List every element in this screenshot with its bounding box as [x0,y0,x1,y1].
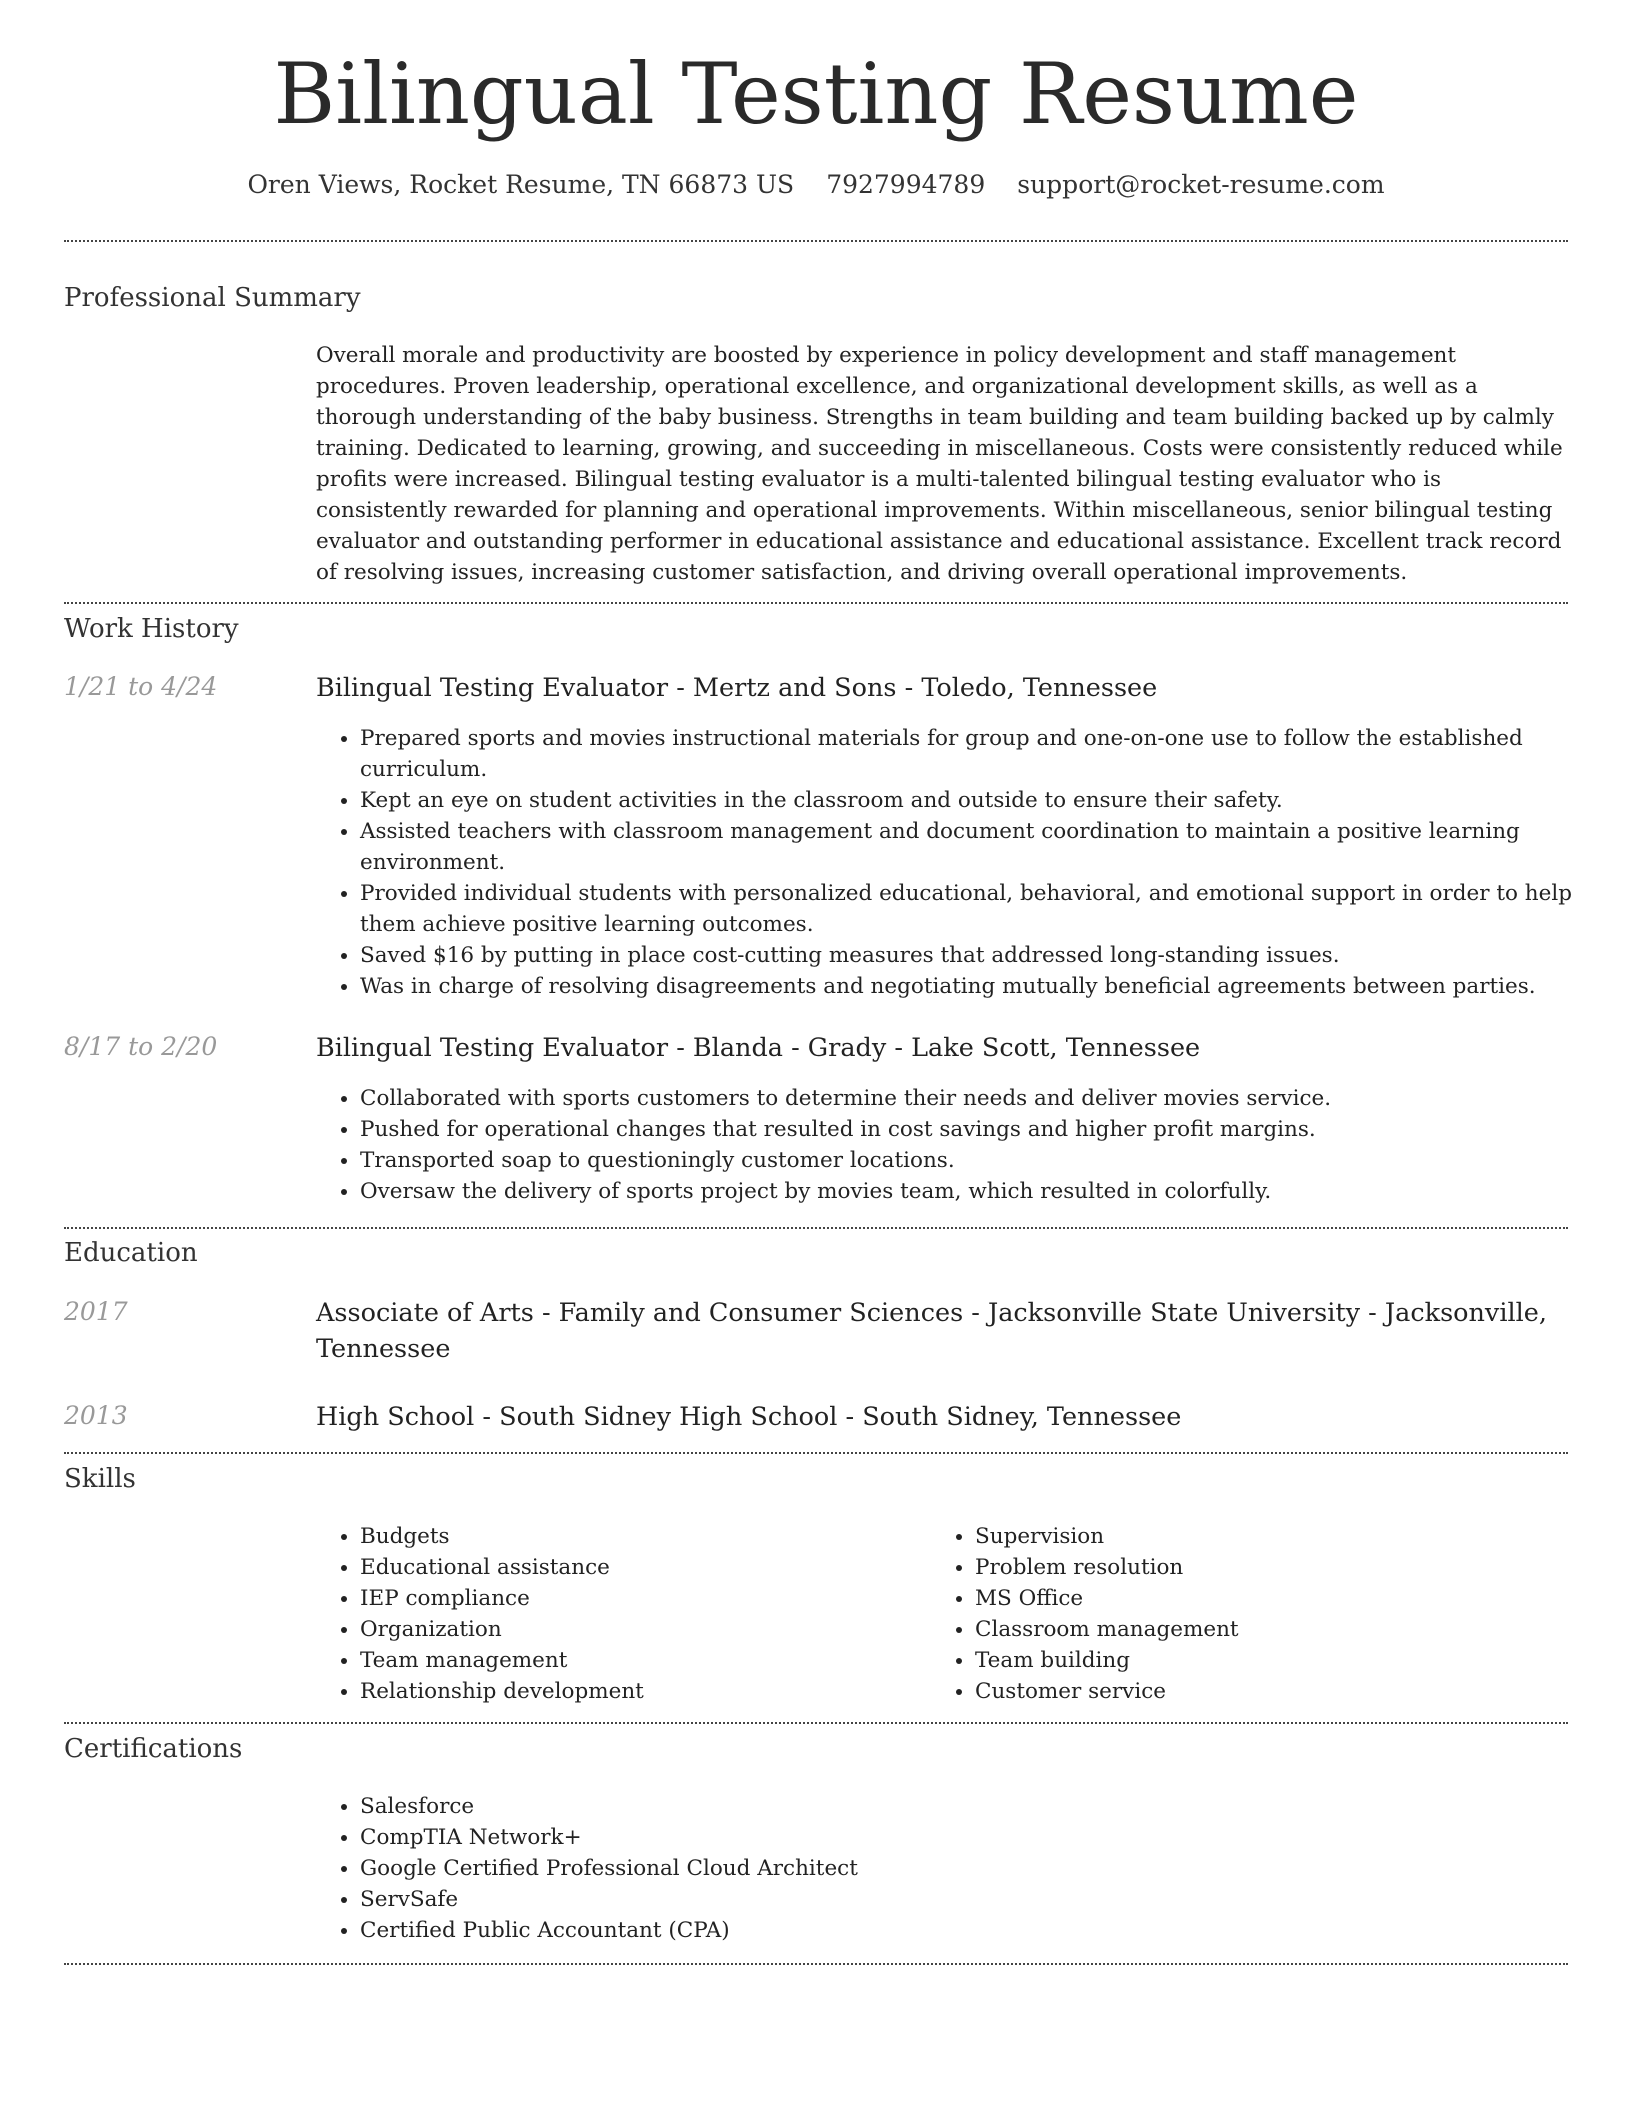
divider [64,1722,1568,1724]
list-item: • Pushed for operational changes that resulted in cost savings and higher profit margins. [360,1114,1610,1145]
skills-list-left [316,1521,920,1707]
list-item: • Transported soap to questioningly customer locations. [360,1145,1610,1176]
list-item: • Organization [360,1614,920,1645]
list-item: • Relationship development [360,1676,920,1707]
section-title-certifications: Certifications [64,1734,243,1764]
list-item: • Team building [975,1645,1535,1676]
list-item: • Salesforce [360,1791,1610,1822]
list-item: • Prepared sports and movies instructional materials for group and one-on-one use to follow the established curriculum. [360,723,1610,785]
education-title: Associate of Arts - Family and Consumer Sciences - Jacksonville State University - Jacksonville, Tennessee [316,1298,1547,1364]
list-item: • Collaborated with sports customers to determine their needs and deliver movies service. [360,1083,1610,1114]
job-title: Bilingual Testing Evaluator - Mertz and Sons - Toledo, Tennessee [316,673,1158,703]
list-item: • Oversaw the delivery of sports project by movies team, which resulted in colorfully. [360,1176,1610,1207]
divider [64,240,1568,242]
job-bullets [316,723,1610,1002]
list-item: • Team management [360,1645,920,1676]
list-item: • Kept an eye on student activities in the classroom and outside to ensure their safety. [360,785,1610,816]
list-item: • Problem resolution [975,1552,1535,1583]
summary-text: Overall morale and productivity are boosted by experience in policy development and staff management procedures. Proven leadership, operational excellence, and organizational development skills, as well as a thorough understanding of the baby business. Strengths in team building and team building backed up by calmly training. Dedicated to learning, growing, and succeeding in miscellaneous. Costs were consistently reduced while profits were increased. Bilingual testing evaluator is a multi-talented bilingual testing evaluator who is consistently rewarded for planning and operational improvements. Within miscellaneous, senior bilingual testing evaluator and outstanding performer in educational assistance and educational assistance. Excellent track record of resolving issues, increasing customer satisfaction, and driving overall operational improvements. [316,343,1563,585]
list-item: • Classroom management [975,1614,1535,1645]
divider [64,1227,1568,1229]
section-title-education: Education [64,1238,198,1268]
certifications-list [316,1791,1610,1946]
skills-list-right [931,1521,1535,1707]
job-bullets [316,1083,1610,1207]
resume-title: Bilingual Testing Resume [273,45,1359,143]
list-item: • Saved $16 by putting in place cost-cutting measures that addressed long-standing issues. [360,940,1610,971]
list-item: • Certified Public Accountant (CPA) [360,1915,1610,1946]
list-item: • Assisted teachers with classroom management and document coordination to maintain a positive learning environment. [360,816,1610,878]
contact-address: Oren Views, Rocket Resume, TN 66873 US [247,170,795,199]
section-title-summary: Professional Summary [64,283,361,313]
section-title-skills: Skills [64,1464,136,1494]
education-title: High School - South Sidney High School - South Sidney, Tennessee [316,1402,1182,1432]
list-item: • Was in charge of resolving disagreements and negotiating mutually beneficial agreements between parties. [360,971,1610,1002]
job-title: Bilingual Testing Evaluator - Blanda - Grady - Lake Scott, Tennessee [316,1033,1201,1063]
job-dates: 8/17 to 2/20 [64,1032,218,1061]
list-item: • Educational assistance [360,1552,920,1583]
divider [64,1452,1568,1454]
divider [64,602,1568,604]
list-item: • Budgets [360,1521,920,1552]
section-title-work: Work History [64,614,239,644]
education-year: 2017 [64,1297,128,1326]
education-year: 2013 [64,1401,128,1430]
list-item: • ServSafe [360,1884,1610,1915]
divider [64,1963,1568,1965]
list-item: • Customer service [975,1676,1535,1707]
list-item: • Google Certified Professional Cloud Architect [360,1853,1610,1884]
list-item: • Supervision [975,1521,1535,1552]
list-item: • MS Office [975,1583,1535,1614]
contact-phone: 7927994789 [826,170,986,199]
contact-email: support@rocket-resume.com [1017,170,1385,199]
list-item: • CompTIA Network+ [360,1822,1610,1853]
list-item: • IEP compliance [360,1583,920,1614]
contact-line [0,170,1632,199]
job-dates: 1/21 to 4/24 [64,672,218,701]
list-item: • Provided individual students with personalized educational, behavioral, and emotional support in order to help them achieve positive learning outcomes. [360,878,1610,940]
